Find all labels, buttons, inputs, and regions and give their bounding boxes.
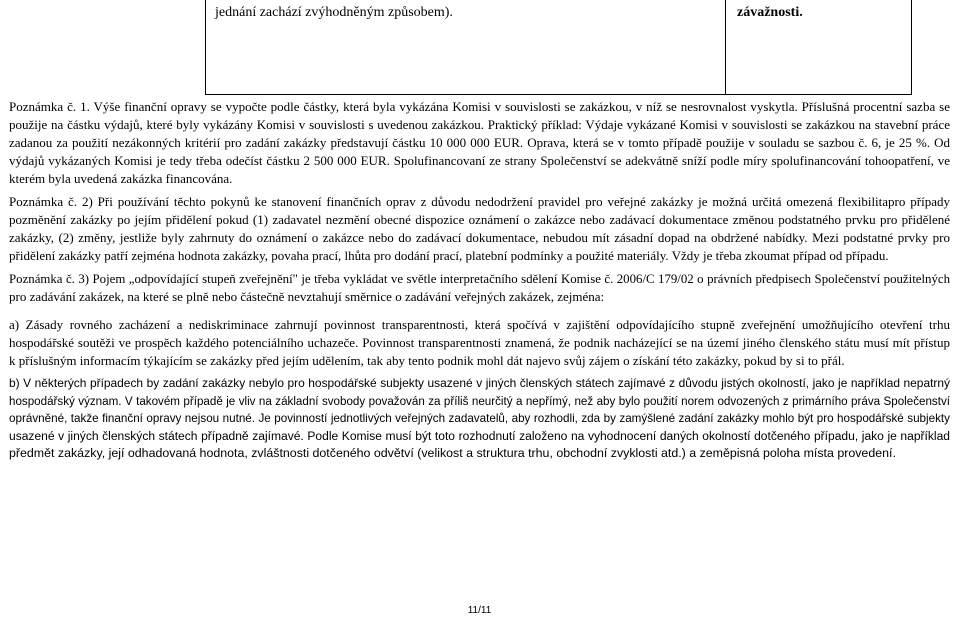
note-2-line: zakázky, (2) změny, jestliže byly zahrnuty do oznámení o zakázce nebo do zadávací dokumentace, nebudou mít zásadní dopad na obdržené nabídky. Mezi podstatné prvky pro: [9, 230, 950, 245]
table-cell-left: jednání zachází zvýhodněným způsobem).: [215, 5, 453, 20]
note-b-line: b) V některých případech by zadání zakázky nebylo pro hospodářské subjekty usazené v jiných členských státech zajímavé z důvodu jistých okolností, jako je například nepatrný: [9, 376, 950, 390]
note-1-line: kterém byla uvedená zakázka financována.: [9, 171, 233, 186]
note-1-line: výdajů vykázaných Komisi je tedy třeba odečíst částku 2 500 000 EUR. Spolufinancovaní ze strany Společenství se adekvátně sníží podle míry spolufinancování tohoopatření, ve: [9, 153, 950, 168]
note-2: [9, 193, 950, 265]
table-fragment: [205, 0, 912, 95]
note-3-line: pro zadávání zakázek, na které se plně nebo částečně nevztahují směrnice o zadávání veřejných zakázek, zejména:: [9, 289, 605, 304]
note-b-line: hospodářský význam. V takovém případě je vliv na základní svobody považován za příliš neurčitý a nepřímý, než aby bylo použití norem odvozených z primárního práva Společenství: [9, 394, 950, 408]
table-cell-right: závažnosti.: [737, 5, 803, 20]
note-2-line: Poznámka č. 2) Při používání těchto pokynů ke stanovení finančních oprav z důvodu nedodržení pravidel pro veřejné zakázky je možná určitá omezená flexibilitapro případy: [9, 194, 950, 209]
note-a-line: a) Zásady rovného zacházení a nediskriminace zahrnují povinnost transparentnosti, která spočívá v zajištění odpovídajícího stupně zveřejnění umožňujícího otevření trhu: [9, 317, 950, 332]
note-b-line: oprávněné, takže finanční opravy nejsou nutné. Je povinností jednotlivých veřejných zadavatelů, aby rozhodli, zda by zamýšlené zadání zakázky mohlo být pro hospodářské subjekty: [9, 412, 950, 425]
note-1-line: zadanou za použití nezákonných kritérií pro zadání zakázky představují částku 10 000 000 EUR. Oprava, která se v tomto případě použije v souladu se sazbou č. 6, je 25 %. Od: [9, 135, 950, 150]
note-a: [9, 316, 950, 370]
note-1-line: použije na částku výdajů, které byly vykázány Komisi v souvislosti s uvedenou zakázkou. Praktický příklad: Výdaje vykázané Komisi v souvislosti se zakázkou na stavební práce: [9, 117, 950, 132]
note-2-line: přidělení zakázky patří zejména hodnota zakázky, povaha prací, lhůta pro dodání prací, platební podmínky a použité materiály. Vždy je třeba zkoumat případ od případu.: [9, 248, 889, 263]
note-1-line: Poznámka č. 1. Výše finanční opravy se vypočte podle částky, která byla vykázána Komisi v souvislosti se zakázkou, v níž se nesrovnalost vyskytla. Příslušná procentní sazba se: [9, 99, 950, 114]
note-a-line: hospodářské soutěži ve prospěch každého potenciálního uchazeče. Povinnost transparentnosti znamená, že podnik nacházející se na území jiného členského státu musí mít přístup: [9, 335, 950, 350]
note-2-line: pozměnění zakázky po jejím přidělení pokud (1) zadavatel nezmění obecné dispozice oznámení o zakázce nebo zadávací dokumentace změnou podstatného prvku pro přidělené: [9, 212, 950, 227]
note-b-line: předmět zakázky, její odhadovaná hodnota, zvláštnosti dotčeného odvětví (velikost a struktura trhu, obchodní zvyklosti atd.) a zeměpisná poloha místa provedení.: [9, 446, 896, 460]
note-a-line: k příslušným informacím týkajícím se zakázky před jejím udělením, tak aby tento podnik mohl dát najevo svůj zájem o získání této zakázky, pokud by si to přál.: [9, 353, 845, 368]
note-b-line: usazené v jiných členských státech případně zajímavé. Podle Komise musí být toto rozhodnutí založeno na vyhodnocení daných okolností dotčeného případu, jako je například: [9, 428, 950, 443]
note-3: [9, 270, 950, 306]
page-number: 11/11: [467, 605, 492, 616]
table-divider: [725, 0, 726, 94]
note-1: [9, 98, 950, 188]
note-3-line: Poznámka č. 3) Pojem „odpovídající stupeň zveřejnění" je třeba vykládat ve světle interpretačního sdělení Komise č. 2006/C 179/02 o právních předpisech Společenství použitelných: [9, 272, 950, 286]
note-b: [9, 375, 950, 463]
